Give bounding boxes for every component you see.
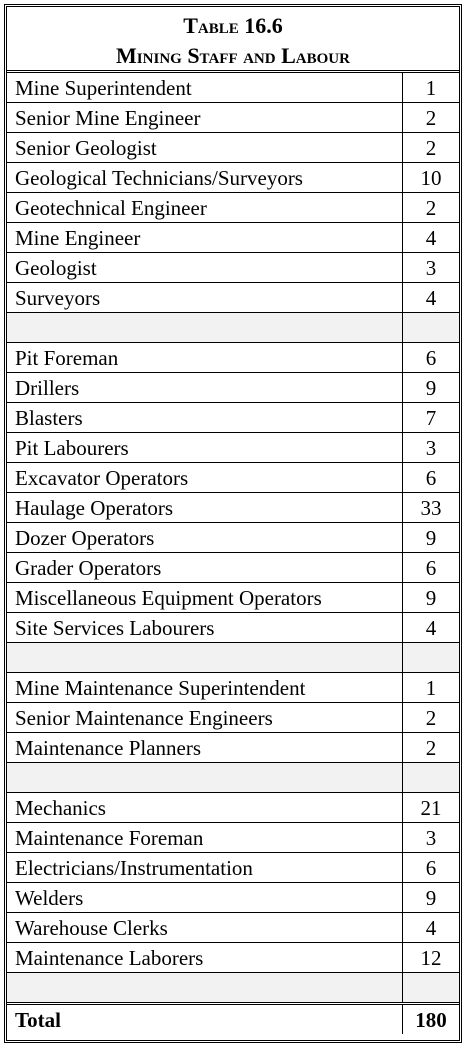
count-cell: 10 (403, 163, 460, 193)
count-cell: 2 (403, 733, 460, 763)
role-cell (7, 643, 403, 673)
spacer-row (7, 313, 459, 343)
total-row (7, 1004, 459, 1035)
table-row (7, 193, 459, 223)
role-cell: Warehouse Clerks (7, 913, 403, 943)
count-cell: 2 (403, 193, 460, 223)
table-frame (4, 4, 462, 1043)
role-cell: Senior Mine Engineer (7, 103, 403, 133)
count-cell: 1 (403, 673, 460, 703)
table-row (7, 223, 459, 253)
table-row (7, 583, 459, 613)
table-row (7, 703, 459, 733)
role-cell: Blasters (7, 403, 403, 433)
role-cell: Pit Labourers (7, 433, 403, 463)
role-cell (7, 763, 403, 793)
role-cell: Surveyors (7, 283, 403, 313)
count-cell: 2 (403, 133, 460, 163)
table-row (7, 883, 459, 913)
count-cell: 6 (403, 553, 460, 583)
role-cell: Dozer Operators (7, 523, 403, 553)
count-cell: 9 (403, 523, 460, 553)
role-cell: Drillers (7, 373, 403, 403)
count-cell: 4 (403, 913, 460, 943)
table-row (7, 793, 459, 823)
count-cell (403, 313, 460, 343)
count-cell: 6 (403, 343, 460, 373)
table-number: Table 16.6 (183, 13, 283, 38)
spacer-row (7, 643, 459, 673)
count-cell: 9 (403, 373, 460, 403)
role-cell: Excavator Operators (7, 463, 403, 493)
role-cell (7, 973, 403, 1004)
count-cell: 3 (403, 433, 460, 463)
count-cell: 4 (403, 613, 460, 643)
table-row (7, 943, 459, 973)
role-cell: Haulage Operators (7, 493, 403, 523)
table-row (7, 553, 459, 583)
role-cell: Geological Technicians/Surveyors (7, 163, 403, 193)
role-cell: Pit Foreman (7, 343, 403, 373)
role-cell: Grader Operators (7, 553, 403, 583)
table-row (7, 283, 459, 313)
table-row (7, 163, 459, 193)
table-row (7, 493, 459, 523)
count-cell: 21 (403, 793, 460, 823)
role-cell (7, 313, 403, 343)
role-cell: Welders (7, 883, 403, 913)
table-row (7, 373, 459, 403)
role-cell: Mine Maintenance Superintendent (7, 673, 403, 703)
count-cell: 4 (403, 283, 460, 313)
table-row (7, 463, 459, 493)
count-cell (403, 763, 460, 793)
count-cell: 3 (403, 823, 460, 853)
role-cell: Maintenance Laborers (7, 943, 403, 973)
role-cell: Senior Maintenance Engineers (7, 703, 403, 733)
table-caption: Mining Staff and Labour (116, 43, 350, 68)
count-cell: 1 (403, 73, 460, 103)
count-cell: 2 (403, 103, 460, 133)
role-cell: Mine Engineer (7, 223, 403, 253)
count-cell: 3 (403, 253, 460, 283)
table-row (7, 913, 459, 943)
count-cell: 9 (403, 883, 460, 913)
table-row (7, 523, 459, 553)
count-cell: 2 (403, 703, 460, 733)
table-row (7, 823, 459, 853)
table-row (7, 733, 459, 763)
role-cell: Mine Superintendent (7, 73, 403, 103)
staff-table-body (7, 73, 459, 1034)
role-cell: Senior Geologist (7, 133, 403, 163)
total-value: 180 (403, 1004, 460, 1035)
spacer-row (7, 763, 459, 793)
staff-table (7, 73, 459, 1034)
role-cell: Geotechnical Engineer (7, 193, 403, 223)
table-row (7, 253, 459, 283)
count-cell: 7 (403, 403, 460, 433)
role-cell: Mechanics (7, 793, 403, 823)
table-title (7, 7, 459, 73)
table-row (7, 433, 459, 463)
role-cell: Geologist (7, 253, 403, 283)
table-row (7, 673, 459, 703)
count-cell: 12 (403, 943, 460, 973)
table-row (7, 403, 459, 433)
total-label: Total (7, 1004, 403, 1035)
count-cell (403, 973, 460, 1004)
table-row (7, 103, 459, 133)
count-cell (403, 643, 460, 673)
role-cell: Site Services Labourers (7, 613, 403, 643)
table-row (7, 343, 459, 373)
role-cell: Electricians/Instrumentation (7, 853, 403, 883)
table-row (7, 73, 459, 103)
spacer-row (7, 973, 459, 1004)
table-row (7, 133, 459, 163)
count-cell: 9 (403, 583, 460, 613)
role-cell: Maintenance Foreman (7, 823, 403, 853)
count-cell: 6 (403, 463, 460, 493)
table-row (7, 853, 459, 883)
count-cell: 33 (403, 493, 460, 523)
role-cell: Miscellaneous Equipment Operators (7, 583, 403, 613)
count-cell: 6 (403, 853, 460, 883)
table-row (7, 613, 459, 643)
role-cell: Maintenance Planners (7, 733, 403, 763)
count-cell: 4 (403, 223, 460, 253)
